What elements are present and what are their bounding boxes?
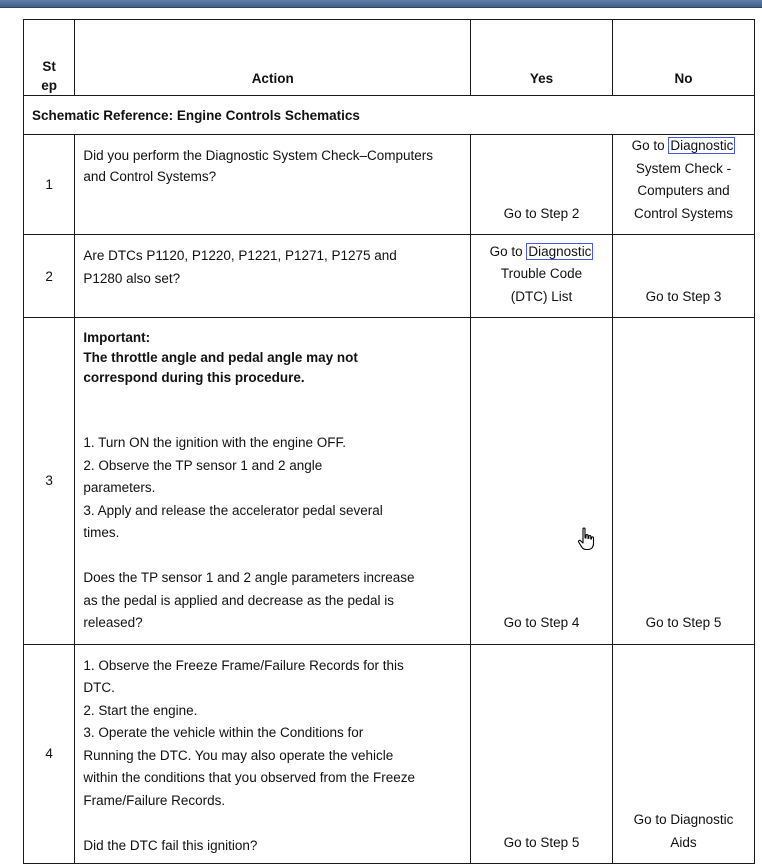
yes-result: Go to Step 2 xyxy=(471,135,613,235)
no-result: Go to Diagnostic Aids xyxy=(613,644,755,864)
important-label: Important: xyxy=(83,330,151,345)
schematic-reference: Schematic Reference: Engine Controls Schematics xyxy=(24,96,755,135)
header-yes: Yes xyxy=(471,20,613,96)
step-number: 2 xyxy=(24,235,75,318)
header-row xyxy=(24,20,755,96)
action-text: Did you perform the Diagnostic System Check–Computers and Control Systems? xyxy=(75,135,471,235)
step-number: 1 xyxy=(24,135,75,235)
header-action: Action xyxy=(75,20,471,96)
header-step: St ep xyxy=(24,20,75,96)
yes-result: Go to Step 4 xyxy=(471,318,613,645)
diagnostic-system-check-link[interactable]: Diagnostic xyxy=(670,138,734,153)
window-top-bar xyxy=(0,0,762,8)
header-no: No xyxy=(613,20,755,96)
table-row xyxy=(24,318,755,645)
table-row xyxy=(24,644,755,864)
diagnostic-trouble-code-link[interactable]: Diagnostic xyxy=(528,243,592,259)
question-text: Does the TP sensor 1 and 2 angle parameters increase xyxy=(83,570,415,585)
action-text: Important: The throttle angle and pedal angle may not correspond during this procedure. 1. Turn ON the ignition with the engine OFF. 2. Observe the TP sensor 1 and 2 angle parameters. 3. Apply and release the accelerator pedal several times. Does the TP sensor 1 and 2 angle parameters increase as the pedal is applied and decrease as the pedal is released? xyxy=(75,318,471,645)
yes-result: Go to Diagnostic Trouble Code (DTC) List xyxy=(471,235,613,318)
action-text: Are DTCs P1120, P1220, P1221, P1271, P1275 and P1280 also set? xyxy=(75,235,471,318)
no-result: Go to Step 5 xyxy=(613,318,755,645)
diagnostic-table xyxy=(23,19,755,864)
table-row xyxy=(24,135,755,235)
table-row xyxy=(24,235,755,318)
step-number: 3 xyxy=(24,318,75,645)
no-result: Go to Diagnostic System Check - Computers and Control Systems xyxy=(613,135,755,235)
action-text: 1. Observe the Freeze Frame/Failure Records for this DTC. 2. Start the engine. 3. Operate the vehicle within the Conditions for Running the DTC. You may also operate the vehicle within the conditions that you observed from the Freeze Frame/Failure Records. Did the DTC fail this ignition? xyxy=(75,644,471,864)
yes-result: Go to Step 5 xyxy=(471,644,613,864)
step-number: 4 xyxy=(24,644,75,864)
hand-pointer-icon xyxy=(577,527,597,551)
question-text: Did the DTC fail this ignition? xyxy=(83,837,258,853)
schematic-row xyxy=(24,96,755,135)
no-result: Go to Step 3 xyxy=(613,235,755,318)
